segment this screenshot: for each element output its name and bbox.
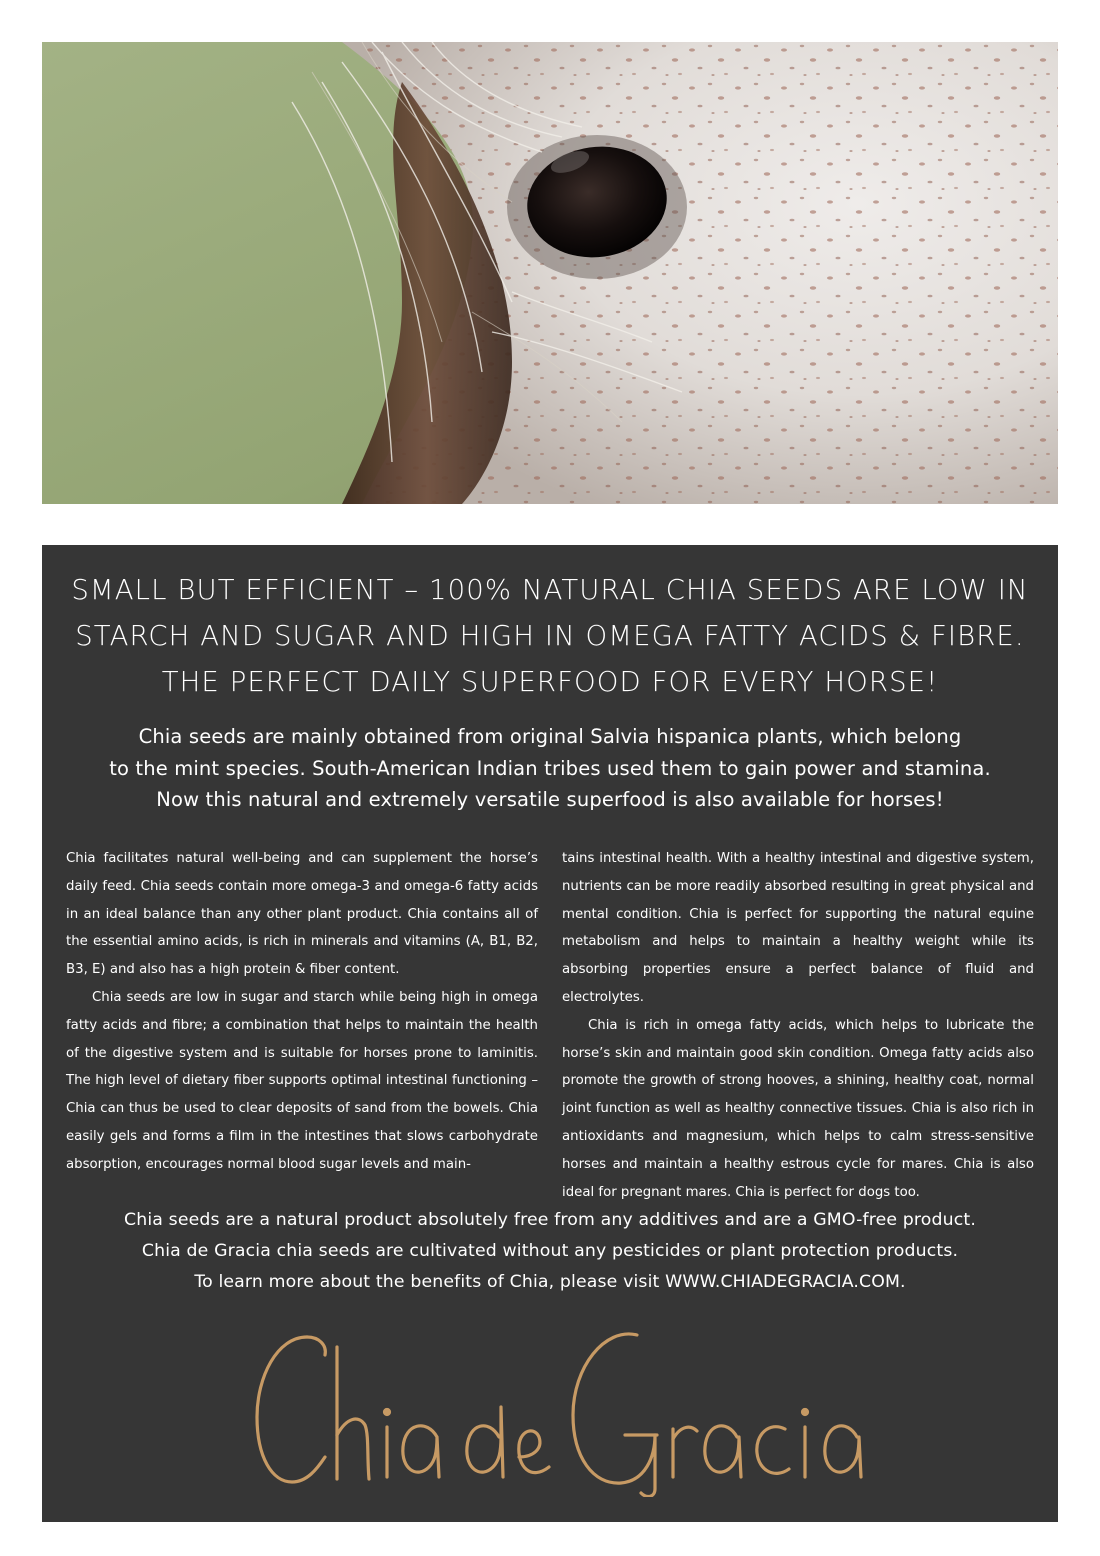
info-panel [42,545,1058,1522]
headline [42,567,1058,705]
horse-eye-photo [42,42,1058,504]
outro-paragraph [42,1205,1058,1298]
intro-paragraph [42,721,1058,816]
chia-de-gracia-logo-mark [237,1317,877,1497]
brand-logo [237,1317,877,1497]
intro-line: Now this natural and extremely versatile superfood is also available for horses! [156,788,944,811]
body-paragraph: Chia is rich in omega fatty acids, which helps to lubricate the horse’s skin and maintain good skin condition. Omega fatty acids also promote the growth of strong hooves, a shining, healthy coat, normal joint function as well as healthy connective tissues. Chia is also rich in antioxidants and magnesium, which helps to calm stress-sensitive horses and maintain a healthy estrous cycle for mares. Chia is also ideal for pregnant mares. Chia is perfect for dogs too. [562,1017,1034,1200]
intro-line: Chia seeds are mainly obtained from original Salvia hispanica plants, which belong [138,725,962,748]
headline-line: SMALL BUT EFFICIENT – 100% NATURAL CHIA SEEDS ARE LOW IN [71,574,1029,606]
body-paragraph: tains intestinal health. With a healthy intestinal and digestive system, nutrients can be more readily absorbed resulting in great physical and mental condition. Chia is perfect for supporting the natural equine metabolism and helps to maintain a healthy weight while its absorbing properties ensure a perfect balance of fluid and electrolytes. [562,851,1034,1005]
outro-line: Chia seeds are a natural product absolutely free from any additives and are a GMO-free product. [124,1210,976,1230]
headline-line: THE PERFECT DAILY SUPERFOOD FOR EVERY HORSE! [161,666,939,698]
body-column-left [66,845,538,1179]
outro-line: Chia de Gracia chia seeds are cultivated without any pesticides or plant protection products. [141,1241,959,1261]
headline-line: STARCH AND SUGAR AND HIGH IN OMEGA FATTY ACIDS & FIBRE. [75,620,1025,652]
body-paragraph: Chia seeds are low in sugar and starch while being high in omega fatty acids and fibre; a combination that helps to maintain the health of the digestive system and is suitable for horses prone to laminitis. The high level of dietary fiber supports optimal intestinal functioning – Chia can thus be used to clear deposits of sand from the bowels. Chia easily gels and forms a film in the intestines that slows carbohydrate absorption, encourages normal blood sugar levels and main- [66,989,538,1172]
body-paragraph: Chia facilitates natural well-being and can supplement the horse’s daily feed. Chia seeds contain more omega-3 and omega-6 fatty acids in an ideal balance than any other plant product. Chia contains all of the essential amino acids, is rich in minerals and vitamins (A, B1, B2, B3, E) and also has a high protein & fiber content. [66,851,538,978]
outro-line: To learn more about the benefits of Chia, please visit WWW.CHIADEGRACIA.COM. [194,1272,906,1292]
body-columns [66,845,1034,1200]
intro-line: to the mint species. South-American Indian tribes used them to gain power and stamina. [109,756,991,780]
hero-image [42,42,1058,504]
body-column-right [562,845,1034,1206]
